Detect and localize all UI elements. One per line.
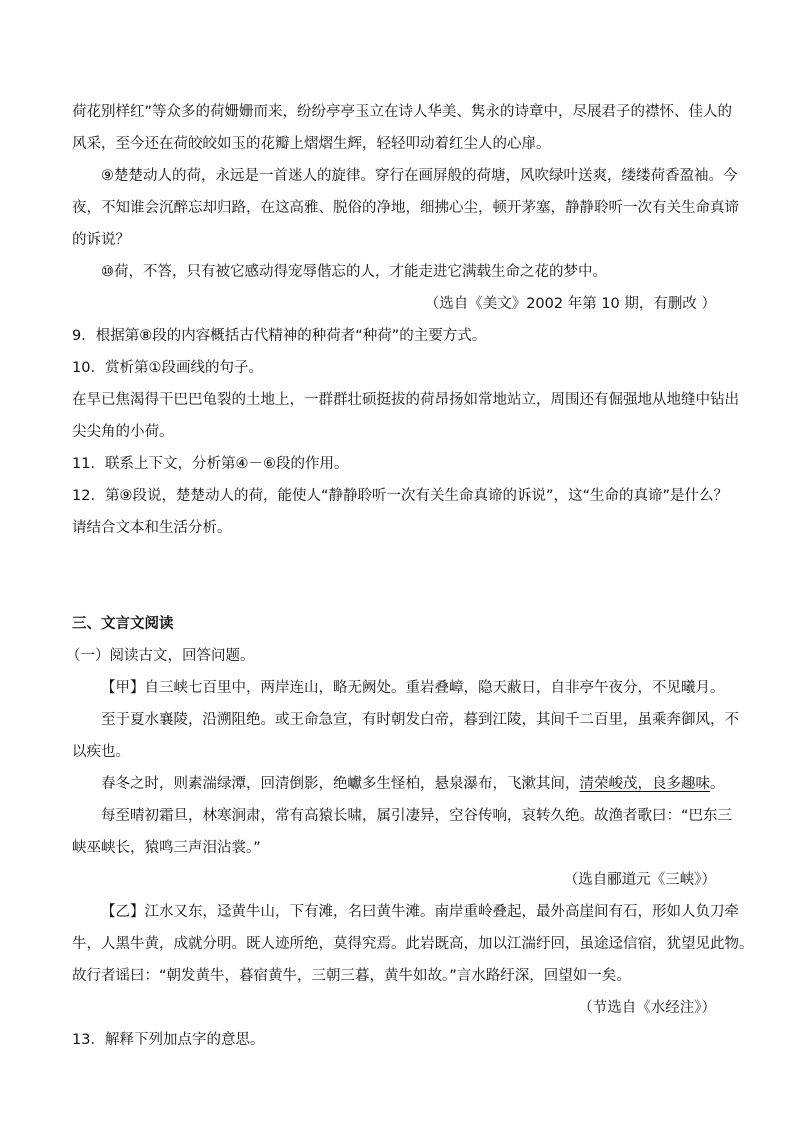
- passage-source: （选自《美文》2002 年第 10 期，有删改 ）: [424, 296, 716, 312]
- text-yi-line: 故行者谣曰：“朝发黄牛，暮宿黄牛，三朝三暮，黄牛如故。”言水路纡深，回望如一矣。: [72, 968, 631, 984]
- question-10-sentence: 在旱已焦渴得干巴巴龟裂的土地上，一群群壮硕挺拔的荷昂扬如常地站立，周围还有倔强地从地缝中钻出: [72, 392, 739, 408]
- question-10-sentence: 尖尖角的小荷。: [72, 424, 174, 440]
- underlined-sentence: 清荣峻茂，良多趣味: [579, 776, 710, 792]
- text-jia-fragment: 春冬之时，则素湍绿潭，回清倒影，绝巘多生怪柏，悬泉瀑布，飞漱其间，: [101, 776, 580, 792]
- text-jia-line: 至于夏水襄陵，沿溯阻绝。或王命急宣，有时朝发白帝，暮到江陵，其间千二百里，虽乘奔御风，不: [101, 712, 739, 728]
- question-9: 9．根据第⑧段的内容概括古代精神的种荷者“种荷”的主要方式。: [72, 328, 487, 344]
- question-12: 12．第⑨段说，楚楚动人的荷，能使人“静静聆听一次有关生命真谛的诉说”，这“生命的真谛”是什么？: [72, 488, 728, 504]
- paragraph-9-line: ⑨楚楚动人的荷，永远是一首迷人的旋律。穿行在画屏般的荷塘，风吹绿叶送爽，缕缕荷香盈袖。今: [101, 168, 738, 184]
- question-12: 请结合文本和生活分析。: [72, 520, 232, 536]
- text-yi-line: 牛，人黑牛黄，成就分明。既人迹所绝，莫得究焉。此岩既高，加以江湍纡回，虽途迳信宿，犹望见此物。: [72, 936, 754, 952]
- text-jia-line: [101, 774, 725, 794]
- text-yi-line: 【乙】江水又东，迳黄牛山，下有滩，名曰黄牛滩。南岸重岭叠起，最外高崖间有石，形如人负刀牵: [101, 904, 739, 920]
- text-jia-line: 峡巫峡长，猿鸣三声泪沾裳。”: [72, 840, 261, 856]
- text-jia-source: （选自郦道元《三峡》）: [563, 872, 716, 888]
- paragraph-10: ⑩荷，不答，只有被它感动得宠辱偕忘的人，才能走进它满载生命之花的梦中。: [101, 264, 607, 280]
- text-jia-fragment: 。: [710, 776, 725, 792]
- text-jia-line: 以疾也。: [72, 744, 130, 760]
- text-jia-line: 每至晴初霜旦，林寒涧肃，常有高猿长啸，属引凄异，空谷传响，哀转久绝。故渔者歌曰：“巴东三: [101, 808, 733, 824]
- section-heading: 三、文言文阅读: [72, 616, 174, 632]
- paragraph-9-line: 夜，不知谁会沉醉忘却归路，在这高雅、脱俗的净地，细拂心尘，顿开茅塞，静静聆听一次有关生命真谛: [72, 200, 739, 216]
- text-yi-source: （节选自《水经注》）: [578, 1000, 716, 1016]
- text-jia-line: 【甲】自三峡七百里中，两岸连山，略无阙处。重岩叠嶂，隐天蔽日，自非亭午夜分，不见曦月。: [101, 680, 725, 696]
- question-11: 11．联系上下文，分析第④－⑥段的作用。: [72, 456, 349, 472]
- paragraph-9-line: 的诉说？: [72, 232, 130, 248]
- section-subheading: （一）阅读古文，回答问题。: [66, 648, 255, 664]
- passage-line: 荷花别样红”等众多的荷姗姗而来，纷纷亭亭玉立在诗人华美、隽永的诗章中，尽展君子的襟怀、佳人的: [72, 104, 733, 120]
- passage-line: 风采，至今还在荷皎皎如玉的花瓣上熠熠生辉，轻轻叩动着红尘人的心扉。: [72, 136, 551, 152]
- question-13: 13．解释下列加点字的意思。: [72, 1032, 265, 1048]
- question-10: 10．赏析第①段画线的句子。: [72, 360, 263, 376]
